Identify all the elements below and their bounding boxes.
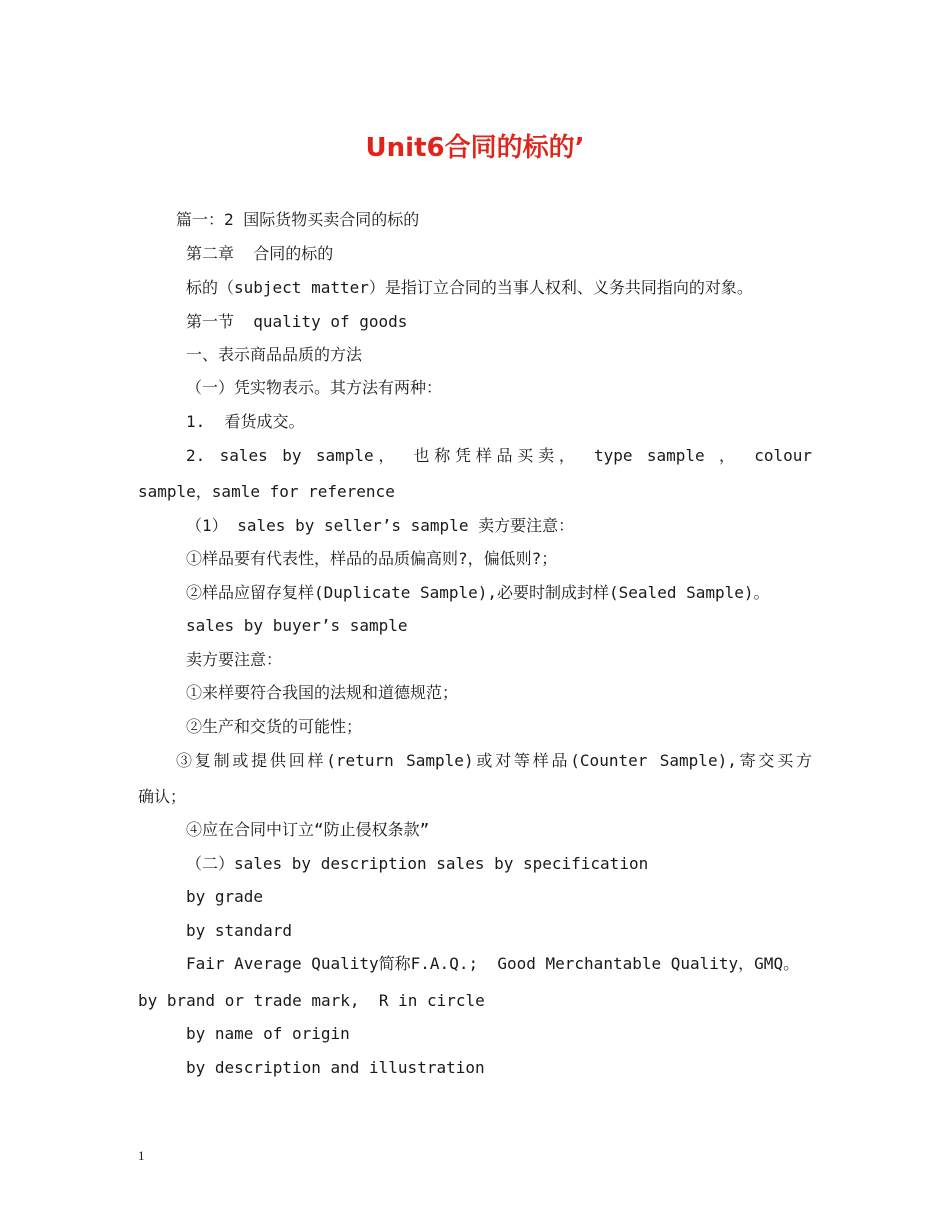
text-line: ②样品应留存复样(Duplicate Sample),必要时制成封样(Sealed Sample)。 [186,583,770,602]
text-line: by name of origin [186,1024,350,1043]
text-line: ③复制或提供回样(return Sample)或对等样品(Counter Sample),寄交买方 [176,751,812,770]
text-line: 一、表示商品品质的方法 [186,345,363,364]
text-line: 1. 看货成交。 [186,412,305,431]
text-line: ①样品要有代表性，样品的品质偏高则?，偏低则?； [186,549,558,568]
text-line: by brand or trade mark, R in circle [138,991,485,1010]
text-line: 2. sales by sample， 也称凭样品买卖， type sample ， colour [186,446,812,465]
text-line: 卖方要注意： [186,650,283,669]
text-line: ②生产和交货的可能性； [186,717,363,736]
text-line: （二）sales by description sales by specification [186,854,649,873]
text-line: sales by buyer’s sample [186,616,408,635]
document-title: Unit6合同的标的’ [365,133,585,163]
text-line: 篇一：2 国际货物买卖合同的标的 [176,210,420,229]
text-line: by grade [186,887,264,906]
text-line: 标的（subject matter）是指订立合同的当事人权利、义务共同指向的对象。 [186,278,753,297]
page-number: 1 [138,1148,145,1163]
text-line: 第二章 合同的标的 [186,244,334,263]
text-line: ④应在合同中订立“防止侵权条款” [186,820,430,839]
text-line: ①来样要符合我国的法规和道德规范； [186,683,459,702]
text-line: sample，samle for reference [138,482,395,501]
text-line: by description and illustration [186,1058,485,1077]
text-line: Fair Average Quality简称F.A.Q.; Good Merchantable Quality，GMQ。 [186,954,800,973]
text-line: 确认； [138,787,187,806]
text-line: 第一节 quality of goods [186,312,408,331]
text-line: （1） sales by seller’s sample 卖方要注意： [186,516,575,535]
text-line: （一）凭实物表示。其方法有两种： [186,378,443,397]
text-line: by standard [186,921,292,940]
